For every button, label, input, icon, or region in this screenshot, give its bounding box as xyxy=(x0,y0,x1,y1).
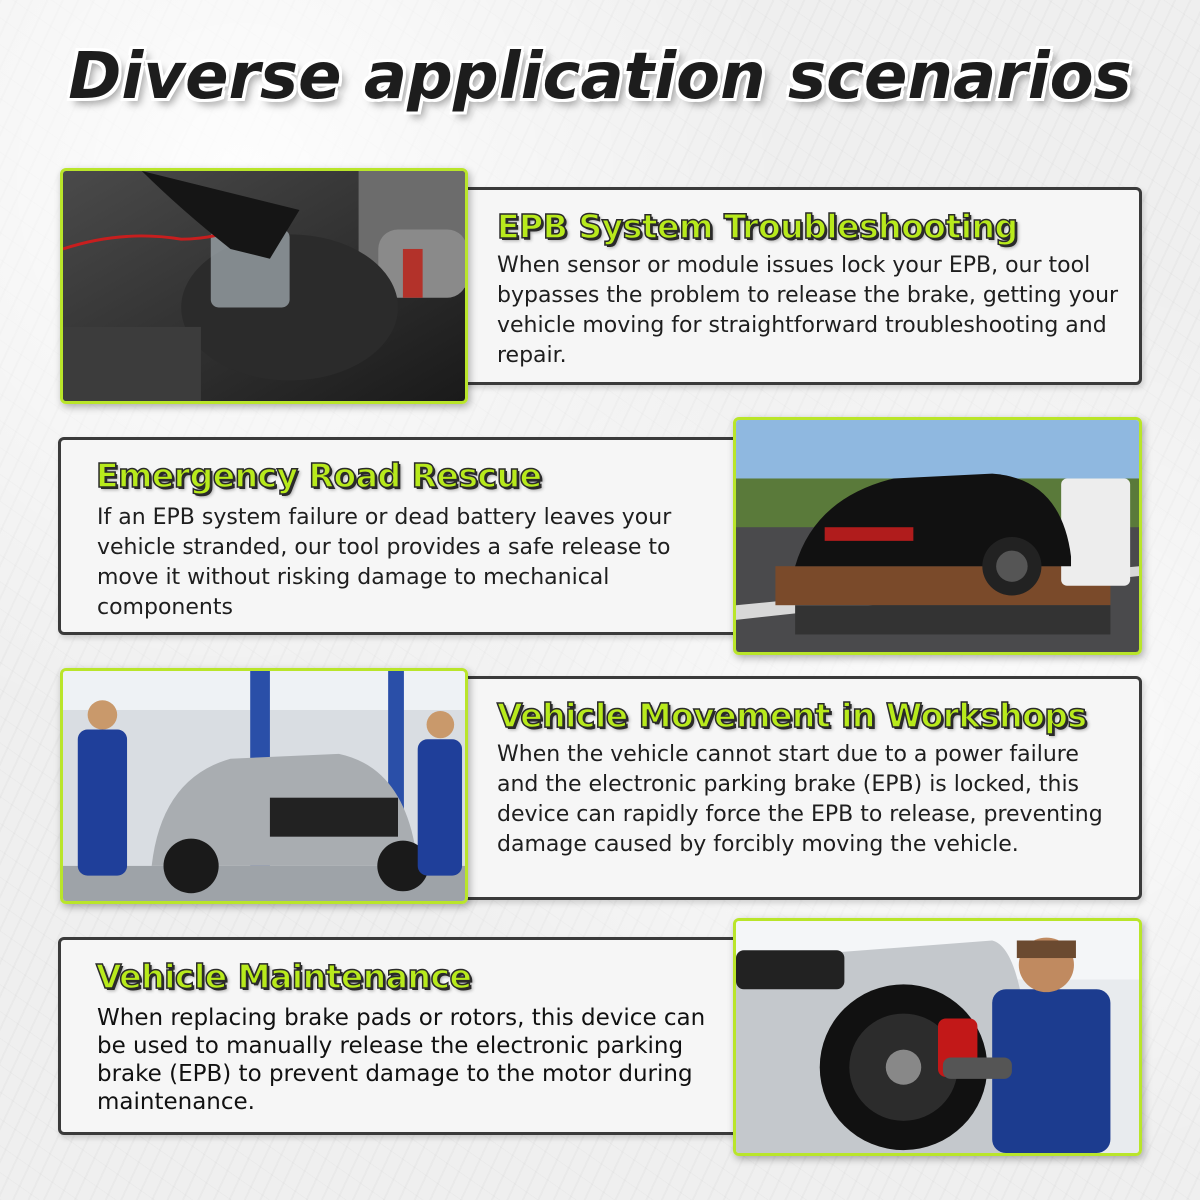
brake-maintenance-photo xyxy=(733,918,1142,1156)
scenario-body-road-rescue: If an EPB system failure or dead battery leaves your vehicle stranded, our tool provides a safe release to move it without risking damage to mechanical components xyxy=(97,505,672,620)
scenario-body-epb-troubleshooting: When sensor or module issues lock your EPB, our tool bypasses the problem to release the brake, getting your vehicle moving for straightforward troubleshooting and repair. xyxy=(497,253,1119,368)
workshop-mechanics-photo xyxy=(60,668,468,904)
scenario-body-maintenance: When replacing brake pads or rotors, this device can be used to manually release the electronic parking brake (EPB) to prevent damage to the motor during maintenance. xyxy=(97,1005,706,1115)
tow-truck-car-photo xyxy=(733,417,1142,655)
scenario-heading-workshop-movement: Vehicle Movement in Workshops xyxy=(497,696,1087,735)
scenario-heading-maintenance: Vehicle Maintenance xyxy=(96,957,472,996)
page-title: Diverse application scenarios xyxy=(68,40,1132,114)
scenario-body-workshop-movement: When the vehicle cannot start due to a power failure and the electronic parking brake (EPB) is locked, this device can rapidly force the EPB to release, preventing damage caused by forcibly moving the vehicle. xyxy=(497,742,1103,857)
epb-connector-photo xyxy=(60,168,468,404)
scenario-heading-epb-troubleshooting: EPB System Troubleshooting xyxy=(497,207,1018,246)
scenario-heading-road-rescue: Emergency Road Rescue xyxy=(96,456,542,495)
